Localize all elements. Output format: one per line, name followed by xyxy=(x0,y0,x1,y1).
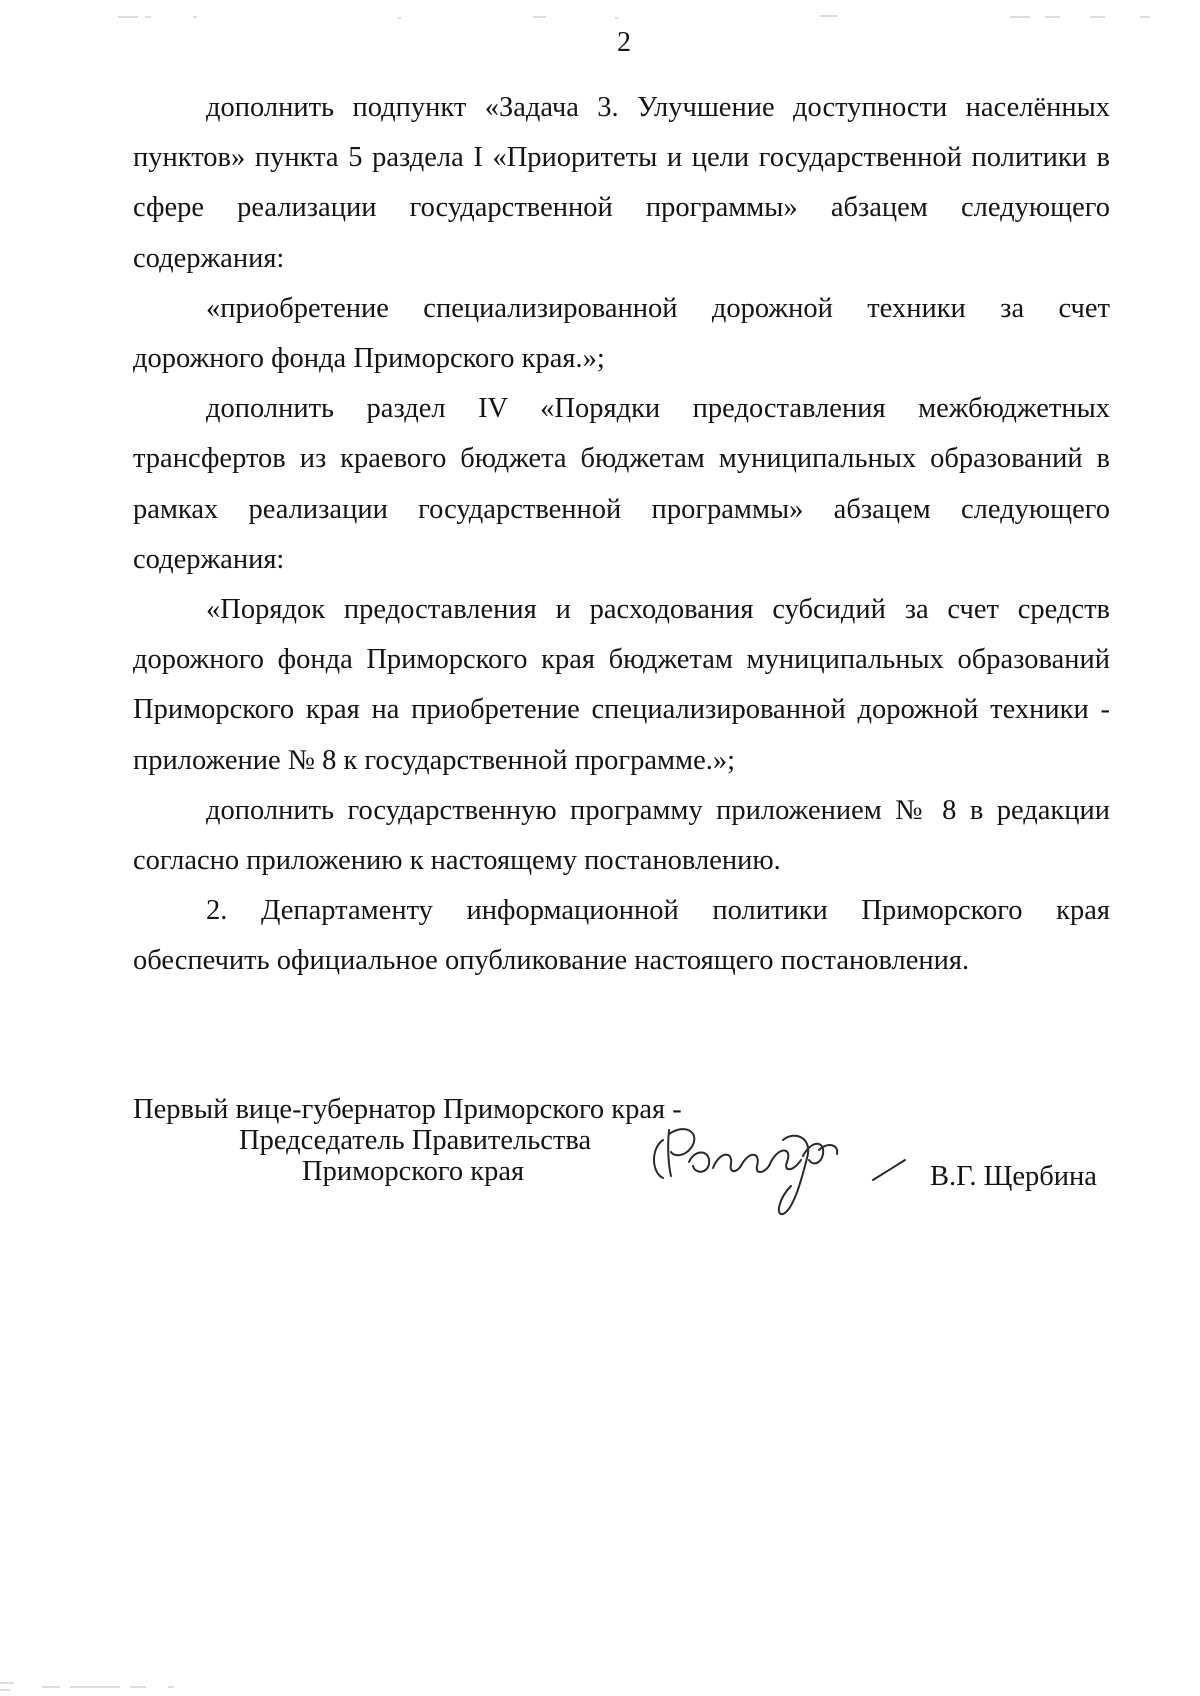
signatory-position-line-3: Приморского края xyxy=(302,1156,525,1187)
paragraph-quoted-acquisition: «приобретение специализированной дорожной техники за счет дорожного фонда Приморского края.»; xyxy=(133,292,1110,375)
paragraph-quoted-procedure: «Порядок предоставления и расходования субсидий за счет средств дорожного фонда Приморского края бюджетам муниципальных образований Приморского края на приобретение специализированной дорожной техники - приложение № 8 к государственной программе.»; xyxy=(133,594,1110,776)
paragraph-add-appendix: дополнить государственную программу приложением № 8 в редакции согласно приложению к настоящему постановлению. xyxy=(133,794,1110,877)
handwritten-signature-icon xyxy=(643,1110,923,1225)
paragraph-add-section-iv: дополнить раздел IV «Порядки предоставления межбюджетных трансфертов из краевого бюджета бюджетам муниципальных образований в рамках реализации государственной программы» абзацем следующего содержания: xyxy=(133,393,1110,575)
paragraph-add-subclause: дополнить подпункт «Задача 3. Улучшение доступности населённых пунктов» пункта 5 раздела I «Приоритеты и цели государственной политики в сфере реализации государственной программы» абзацем следующего содержания: xyxy=(133,92,1110,274)
signatory-name: В.Г. Щербина xyxy=(930,1161,1097,1192)
paragraph-publication-order: 2. Департаменту информационной политики Приморского края обеспечить официальное опубликование настоящего постановления. xyxy=(133,895,1110,977)
document-body xyxy=(133,83,1110,987)
signatory-position-line-2: Председатель Правительства xyxy=(239,1125,592,1156)
signatory-position-line-1: Первый вице-губернатор Приморского края - xyxy=(133,1094,682,1125)
page-number: 2 xyxy=(617,27,631,58)
signature-block xyxy=(133,1094,1113,1234)
